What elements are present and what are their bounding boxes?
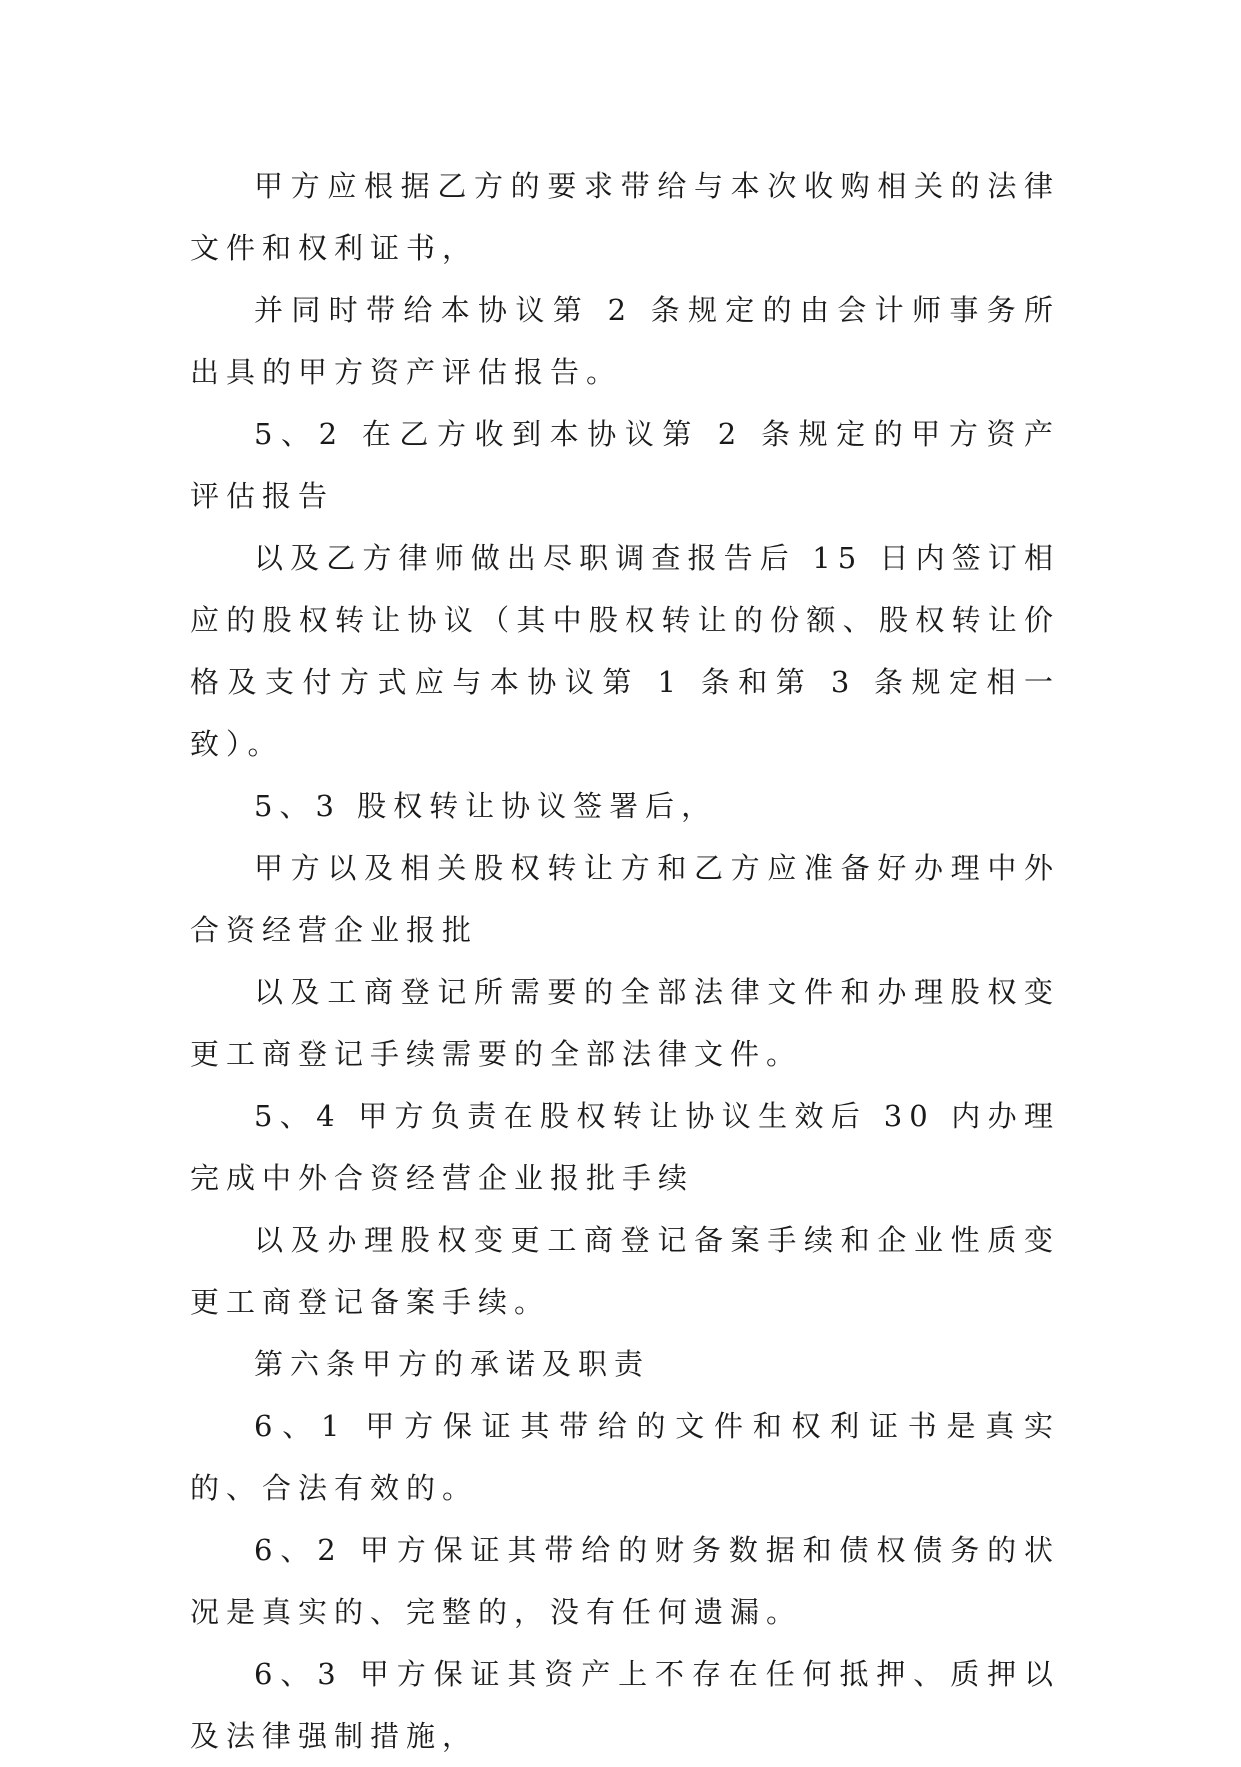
paragraph-12: 6、2 甲方保证其带给的财务数据和债权债务的状况是真实的、完整的，没有任何遗漏。 [190,1533,1060,1629]
paragraph-7: 以及工商登记所需要的全部法律文件和办理股权变更工商登记手续需要的全部法律文件。 [190,975,1060,1071]
paragraph-8: 5、4 甲方负责在股权转让协议生效后 30 内办理完成中外合资经营企业报批手续 [190,1099,1060,1195]
paragraph-6: 甲方以及相关股权转让方和乙方应准备好办理中外合资经营企业报批 [190,851,1060,947]
paragraph-13: 6、3 甲方保证其资产上不存在任何抵押、质押以及法律强制措施， [190,1657,1060,1753]
paragraph-3: 5、2 在乙方收到本协议第 2 条规定的甲方资产评估报告 [190,417,1060,513]
section-heading: 第六条甲方的承诺及职责 [254,1347,651,1381]
paragraph-1: 甲方应根据乙方的要求带给与本次收购相关的法律文件和权利证书， [190,169,1060,265]
document-body [190,155,1060,1767]
paragraph-4: 以及乙方律师做出尽职调查报告后 15 日内签订相应的股权转让协议（其中股权转让的份额、股权转让价格及支付方式应与本协议第 1 条和第 3 条规定相一致）。 [190,541,1060,761]
paragraph-2: 并同时带给本协议第 2 条规定的由会计师事务所出具的甲方资产评估报告。 [190,293,1060,389]
paragraph-5: 5、3 股权转让协议签署后， [254,789,718,823]
paragraph-11: 6、1 甲方保证其带给的文件和权利证书是真实的、合法有效的。 [190,1409,1060,1505]
paragraph-9: 以及办理股权变更工商登记备案手续和企业性质变更工商登记备案手续。 [190,1223,1060,1319]
